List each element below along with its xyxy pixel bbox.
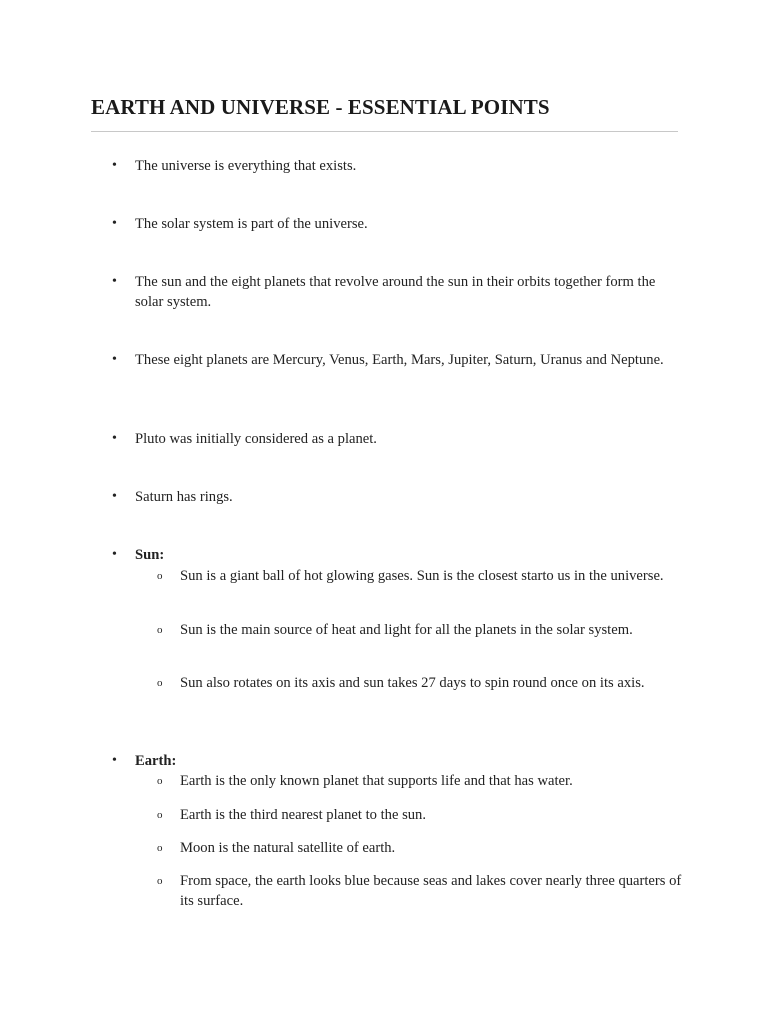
sub-point-text: Earth is the third nearest planet to the sun. [180, 807, 426, 823]
point-text: The universe is everything that exists. [135, 158, 357, 174]
bullet-icon: • [112, 216, 117, 231]
sub-point-text: Earth is the only known planet that supports life and that has water. [180, 773, 573, 789]
title-divider [91, 131, 678, 132]
bullet-icon: • [112, 274, 117, 289]
sub-point-text: Sun is the main source of heat and light for all the planets in the solar system. [180, 622, 633, 638]
circle-bullet-icon: o [157, 809, 163, 821]
bullet-icon: • [112, 431, 117, 446]
section-heading: Sun: [135, 547, 165, 563]
circle-bullet-icon: o [157, 842, 163, 854]
sub-point-text: From space, the earth looks blue because seas and lakes cover nearly three quarters of its surface. [180, 873, 682, 909]
point-text: The sun and the eight planets that revolve around the sun in their orbits together form the solar system. [135, 274, 656, 310]
bullet-icon: • [112, 352, 117, 367]
bullet-icon: • [112, 753, 117, 768]
sub-point-text: Moon is the natural satellite of earth. [180, 840, 396, 856]
circle-bullet-icon: o [157, 624, 163, 636]
bullet-icon: • [112, 158, 117, 173]
point-text: Saturn has rings. [135, 489, 233, 505]
circle-bullet-icon: o [157, 677, 163, 689]
circle-bullet-icon: o [157, 775, 163, 787]
bullet-icon: • [112, 489, 117, 504]
point-text: The solar system is part of the universe. [135, 216, 368, 232]
section-heading: Earth: [135, 753, 177, 769]
bullet-icon: • [112, 547, 117, 562]
point-text: Pluto was initially considered as a planet. [135, 431, 377, 447]
circle-bullet-icon: o [157, 570, 163, 582]
circle-bullet-icon: o [157, 875, 163, 887]
point-text: These eight planets are Mercury, Venus, Earth, Mars, Jupiter, Saturn, Uranus and Neptune. [135, 352, 664, 368]
page-title: EARTH AND UNIVERSE - ESSENTIAL POINTS [91, 95, 550, 119]
sub-point-text: Sun also rotates on its axis and sun takes 27 days to spin round once on its axis. [180, 675, 645, 691]
sub-point-text: Sun is a giant ball of hot glowing gases. Sun is the closest starto us in the universe. [180, 568, 664, 584]
